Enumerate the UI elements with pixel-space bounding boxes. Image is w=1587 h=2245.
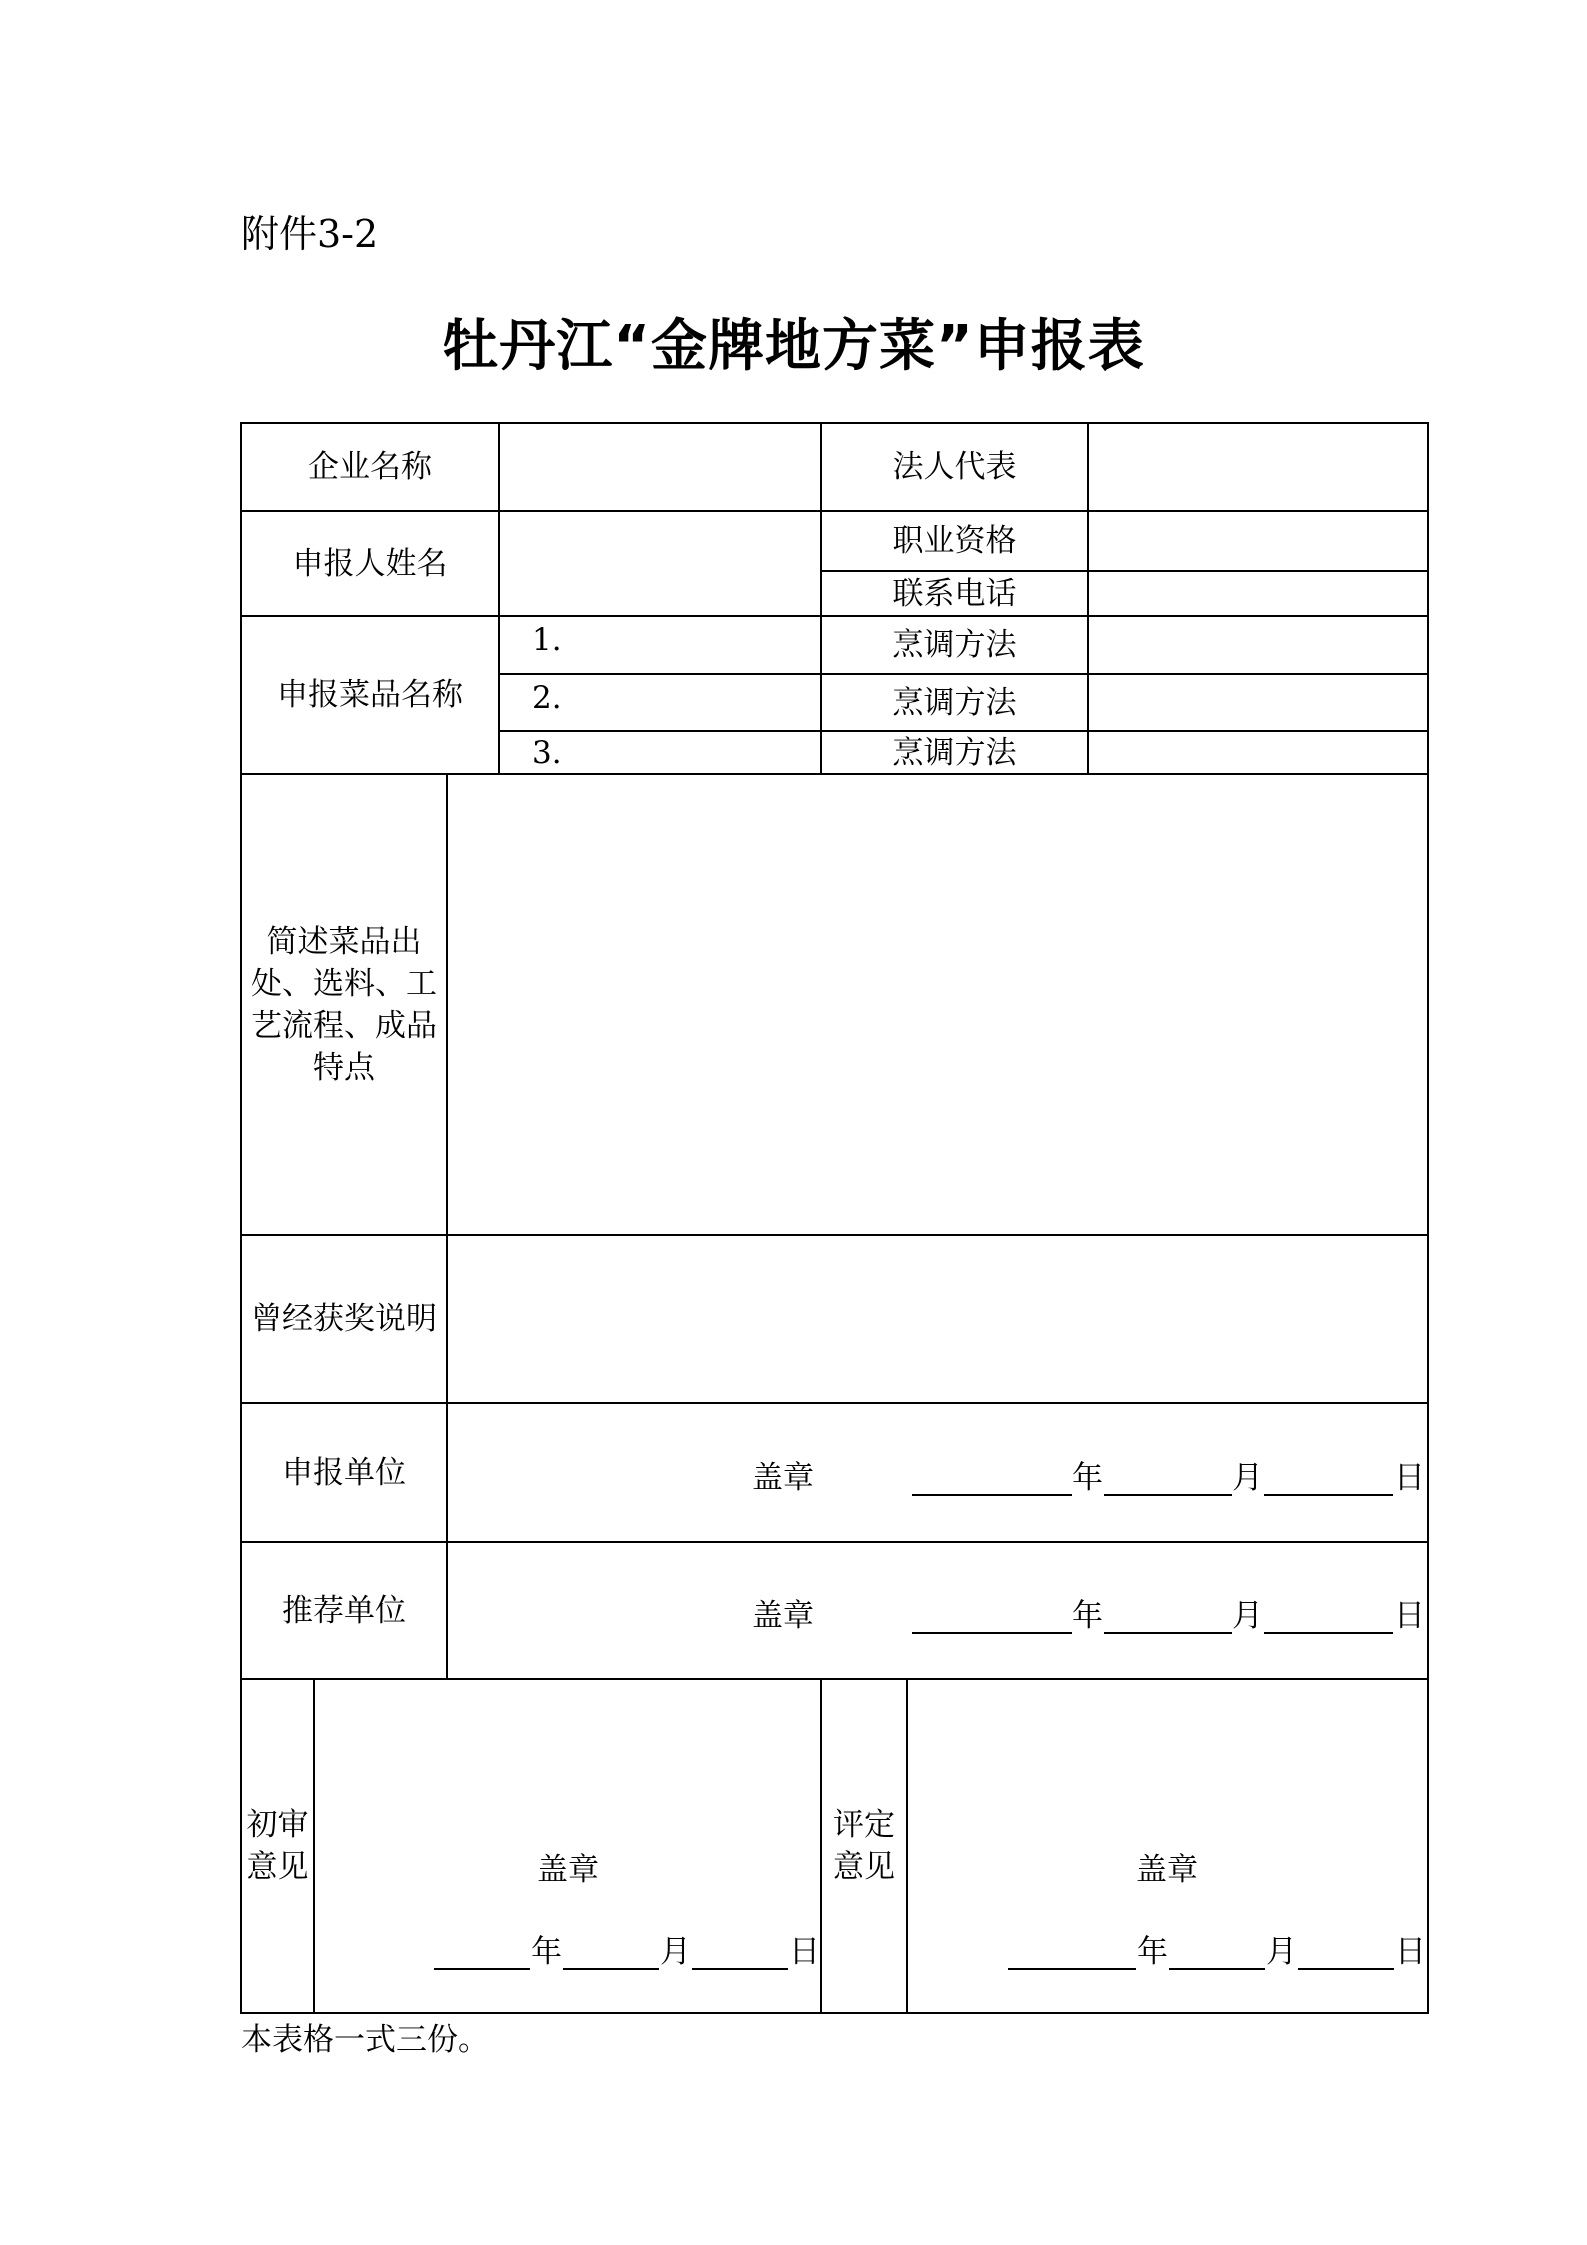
dish-name-label: 申报菜品名称 xyxy=(277,677,463,713)
company-name-label: 企业名称 xyxy=(308,449,432,485)
month-blank[interactable] xyxy=(563,1968,659,1970)
month-label: 月 xyxy=(1266,1934,1297,1970)
initial-review-label xyxy=(242,1680,313,2012)
month-label: 月 xyxy=(660,1934,691,1970)
cooking-method-field-1[interactable] xyxy=(1089,617,1427,673)
recommending-unit-label: 推荐单位 xyxy=(282,1592,406,1629)
initial-review-label-line: 意见 xyxy=(246,1849,309,1885)
applicant-name-field[interactable] xyxy=(500,512,820,615)
day-blank[interactable] xyxy=(1264,1632,1393,1634)
awards-label: 曾经获奖说明 xyxy=(251,1301,437,1337)
day-blank[interactable] xyxy=(1298,1968,1394,1970)
description-field[interactable] xyxy=(448,775,1427,1234)
cooking-method-field-2[interactable] xyxy=(1089,675,1427,730)
day-label: 日 xyxy=(1394,1598,1425,1634)
evaluation-label xyxy=(822,1680,906,2012)
table-border-right xyxy=(1427,422,1429,2014)
year-label: 年 xyxy=(1072,1598,1103,1634)
initial-review-label-line: 初审 xyxy=(246,1807,309,1843)
year-blank[interactable] xyxy=(912,1494,1072,1496)
awards-field[interactable] xyxy=(448,1236,1427,1402)
cooking-method-label-1: 烹调方法 xyxy=(892,627,1017,663)
month-label: 月 xyxy=(1232,1598,1263,1634)
description-label-line: 特点 xyxy=(313,1049,375,1086)
footer-note: 本表格一式三份。 xyxy=(241,2022,489,2058)
legal-rep-field[interactable] xyxy=(1089,424,1427,510)
description-label-line: 艺流程、成品 xyxy=(251,1007,437,1044)
description-label xyxy=(242,775,446,1234)
cooking-method-field-3[interactable] xyxy=(1089,732,1427,773)
applying-unit-seal: 盖章 xyxy=(752,1460,814,1496)
year-blank[interactable] xyxy=(1008,1968,1136,1970)
day-blank[interactable] xyxy=(1264,1494,1393,1496)
month-blank[interactable] xyxy=(1104,1632,1232,1634)
year-label: 年 xyxy=(1072,1460,1103,1496)
month-label: 月 xyxy=(1232,1460,1263,1496)
evaluation-label-line: 意见 xyxy=(833,1849,895,1885)
cooking-method-label-3: 烹调方法 xyxy=(892,734,1017,771)
month-blank[interactable] xyxy=(1104,1494,1232,1496)
description-label-line: 处、选料、工 xyxy=(251,965,437,1002)
company-name-field[interactable] xyxy=(500,424,820,510)
phone-field[interactable] xyxy=(1089,572,1427,615)
attachment-label: 附件3-2 xyxy=(241,212,379,256)
applicant-name-label: 申报人姓名 xyxy=(292,545,448,582)
phone-label: 联系电话 xyxy=(892,575,1017,612)
recommending-unit-seal: 盖章 xyxy=(752,1598,814,1634)
year-blank[interactable] xyxy=(912,1632,1072,1634)
day-blank[interactable] xyxy=(692,1968,788,1970)
day-label: 日 xyxy=(1395,1934,1426,1970)
table-border-bottom xyxy=(240,2012,1429,2014)
col-divider xyxy=(313,1678,315,2012)
day-label: 日 xyxy=(1394,1460,1425,1496)
form-title: 牡丹江“金牌地方菜”申报表 xyxy=(442,314,1145,379)
applying-unit-label: 申报单位 xyxy=(282,1454,406,1491)
description-label-line: 简述菜品出 xyxy=(266,923,422,960)
year-label: 年 xyxy=(531,1934,562,1970)
dish-number-1: 1. xyxy=(532,622,562,658)
dish-number-2: 2. xyxy=(532,680,562,716)
qualification-field[interactable] xyxy=(1089,512,1427,570)
evaluation-seal: 盖章 xyxy=(1136,1852,1198,1888)
col-divider xyxy=(906,1678,908,2012)
cooking-method-label-2: 烹调方法 xyxy=(892,684,1017,721)
legal-rep-label: 法人代表 xyxy=(892,449,1017,485)
day-label: 日 xyxy=(789,1934,820,1970)
year-label: 年 xyxy=(1137,1934,1168,1970)
year-blank[interactable] xyxy=(434,1968,530,1970)
qualification-label: 职业资格 xyxy=(892,523,1017,559)
evaluation-label-line: 评定 xyxy=(833,1807,895,1843)
initial-review-seal: 盖章 xyxy=(537,1852,599,1888)
month-blank[interactable] xyxy=(1169,1968,1265,1970)
dish-number-3: 3. xyxy=(532,735,562,771)
